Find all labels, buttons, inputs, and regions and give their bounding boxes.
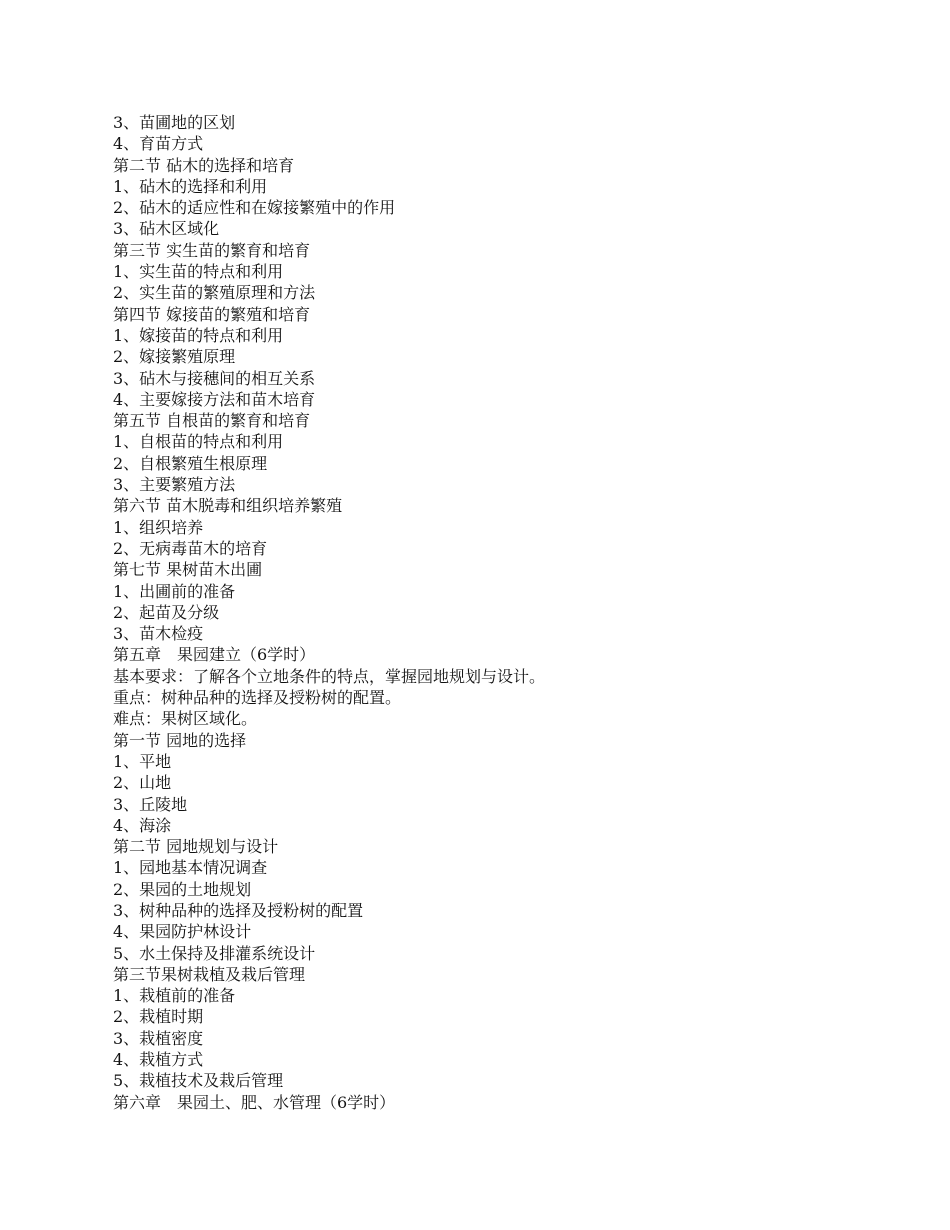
section-heading: 第三节果树栽植及栽后管理	[113, 964, 306, 984]
text-line: 3、苗圃地的区划	[113, 113, 236, 132]
text-line: 3、苗木检疫	[113, 624, 204, 644]
text-line: 4、海涂	[113, 815, 172, 835]
key-point-text: 重点：树种品种的选择及授粉树的配置。	[113, 688, 402, 708]
text-line: 2、自根繁殖生根原理	[113, 453, 268, 473]
text-line: 1、平地	[113, 751, 172, 771]
text-line: 1、砧木的选择和利用	[113, 176, 268, 196]
text-line: 3、砧木与接穗间的相互关系	[113, 368, 316, 388]
text-line: 3、砧木区域化	[113, 219, 220, 239]
text-line: 1、嫁接苗的特点和利用	[113, 325, 284, 345]
section-heading: 第二节 园地规划与设计	[113, 837, 279, 857]
text-line: 4、主要嫁接方法和苗木培育	[113, 389, 316, 409]
text-line: 1、园地基本情况调查	[113, 858, 268, 878]
text-line: 3、栽植密度	[113, 1028, 204, 1048]
text-line: 5、水土保持及排灌系统设计	[113, 943, 316, 963]
text-line: 3、树种品种的选择及授粉树的配置	[113, 900, 364, 920]
text-line: 1、组织培养	[113, 517, 204, 537]
requirements-text: 基本要求：了解各个立地条件的特点，掌握园地规划与设计。	[113, 666, 546, 686]
document-page	[113, 112, 893, 1113]
text-line: 1、出圃前的准备	[113, 581, 236, 601]
text-line: 2、山地	[113, 773, 172, 793]
section-heading: 第六节 苗木脱毒和组织培养繁殖	[113, 496, 343, 516]
text-line: 3、主要繁殖方法	[113, 475, 236, 495]
text-line: 5、栽植技术及栽后管理	[113, 1071, 284, 1091]
text-line: 2、砧木的适应性和在嫁接繁殖中的作用	[113, 198, 396, 218]
section-heading: 第二节 砧木的选择和培育	[113, 155, 295, 175]
text-line: 2、无病毒苗木的培育	[113, 538, 268, 558]
section-heading: 第三节 实生苗的繁育和培育	[113, 240, 311, 260]
section-heading: 第四节 嫁接苗的繁殖和培育	[113, 304, 311, 324]
text-line: 1、栽植前的准备	[113, 986, 236, 1006]
text-line: 4、育苗方式	[113, 134, 204, 154]
section-heading: 第一节 园地的选择	[113, 730, 247, 750]
text-line: 1、实生苗的特点和利用	[113, 262, 284, 282]
chapter-heading: 第五章 果园建立（6学时）	[113, 645, 316, 665]
section-heading: 第七节 果树苗木出圃	[113, 560, 263, 580]
difficulty-text: 难点：果树区域化。	[113, 709, 258, 729]
text-line: 3、丘陵地	[113, 794, 188, 814]
text-line: 2、栽植时期	[113, 1007, 204, 1027]
text-line: 4、果园防护林设计	[113, 922, 252, 942]
text-line: 2、果园的土地规划	[113, 879, 252, 899]
text-line: 2、起苗及分级	[113, 602, 220, 622]
text-line: 2、实生苗的繁殖原理和方法	[113, 283, 316, 303]
section-heading: 第五节 自根苗的繁育和培育	[113, 411, 311, 431]
text-line: 2、嫁接繁殖原理	[113, 347, 236, 367]
text-line: 1、自根苗的特点和利用	[113, 432, 284, 452]
chapter-heading: 第六章 果园土、肥、水管理（6学时）	[113, 1092, 396, 1112]
text-line: 4、栽植方式	[113, 1050, 204, 1070]
